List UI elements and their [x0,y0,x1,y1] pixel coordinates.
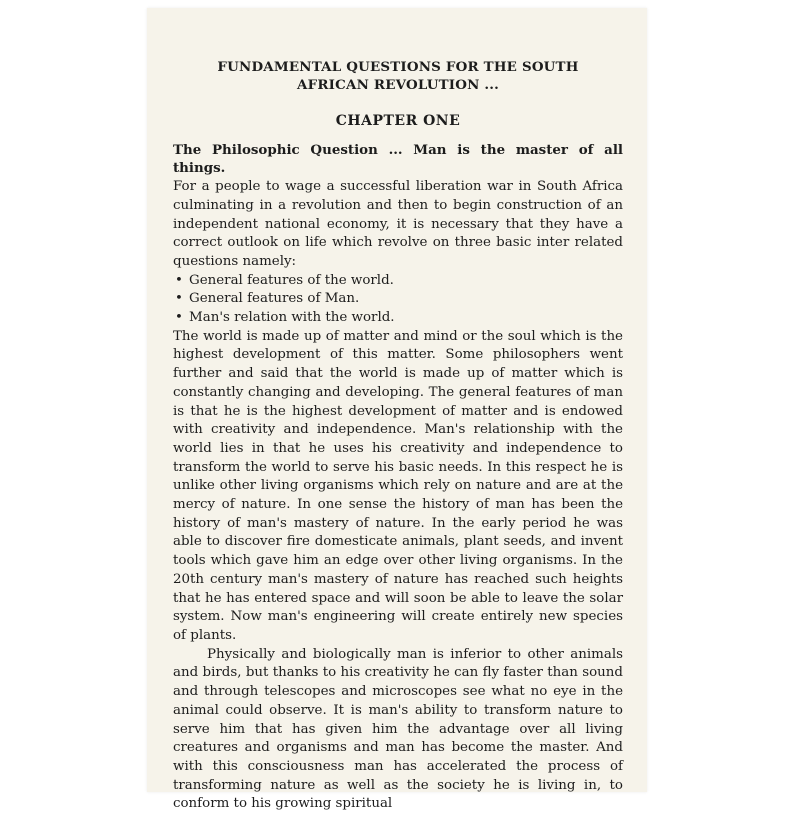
list-item: • General features of the world. [173,272,623,291]
section-lead: The Philosophic Question ... Man is the master of all things. [173,141,623,177]
page-content [173,58,623,814]
book-title [173,58,623,94]
paragraph-1: For a people to wage a successful liberation war in South Africa culminating in a revolution and then to begin construction of an independent national economy, it is necessary that they have a correct outlook on life which revolve on three basic inter related questions namely: [173,179,623,269]
chapter-heading: CHAPTER ONE [335,113,461,129]
list-item: • General features of Man. [173,290,623,309]
title-line-2: AFRICAN REVOLUTION ... [297,77,499,93]
question-list [173,272,623,328]
title-line-1: FUNDAMENTAL QUESTIONS FOR THE SOUTH [217,59,579,75]
list-item: • Man's relation with the world. [173,309,623,328]
paragraph-3: Physically and biologically man is inferior to other animals and birds, but thanks to his creativity he can fly faster than sound and through telescopes and microscopes see what no eye in the animal could observe. It is man's ability to transform nature to serve him that has given him the advantage over all living creatures and organisms and man has become the master. And with this consciousness man has accelerated the process of transforming nature as well as the society he is living in, to conform to his growing spiritual [173,646,623,812]
paragraph-2: The world is made up of matter and mind or the soul which is the highest development of this matter. Some philosophers went further and said that the world is made up of matter which is constantly changing and developing. The general features of man is that he is the highest development of matter and is endowed with creativity and independence. Man's relationship with the world lies in that he uses his creativity and independence to transform the world to serve his basic needs. In this respect he is unlike other living organisms which rely on nature and are at the mercy of nature. In one sense the history of man has been the history of man's mastery of nature. In the early period he was able to discover fire domesticate animals, plant seeds, and invent tools which gave him an edge over other living organisms. In the 20th century man's mastery of nature has reached such heights that he has entered space and will soon be able to leave the solar system. Now man's engineering will create entirely new species of plants. [173,328,623,643]
